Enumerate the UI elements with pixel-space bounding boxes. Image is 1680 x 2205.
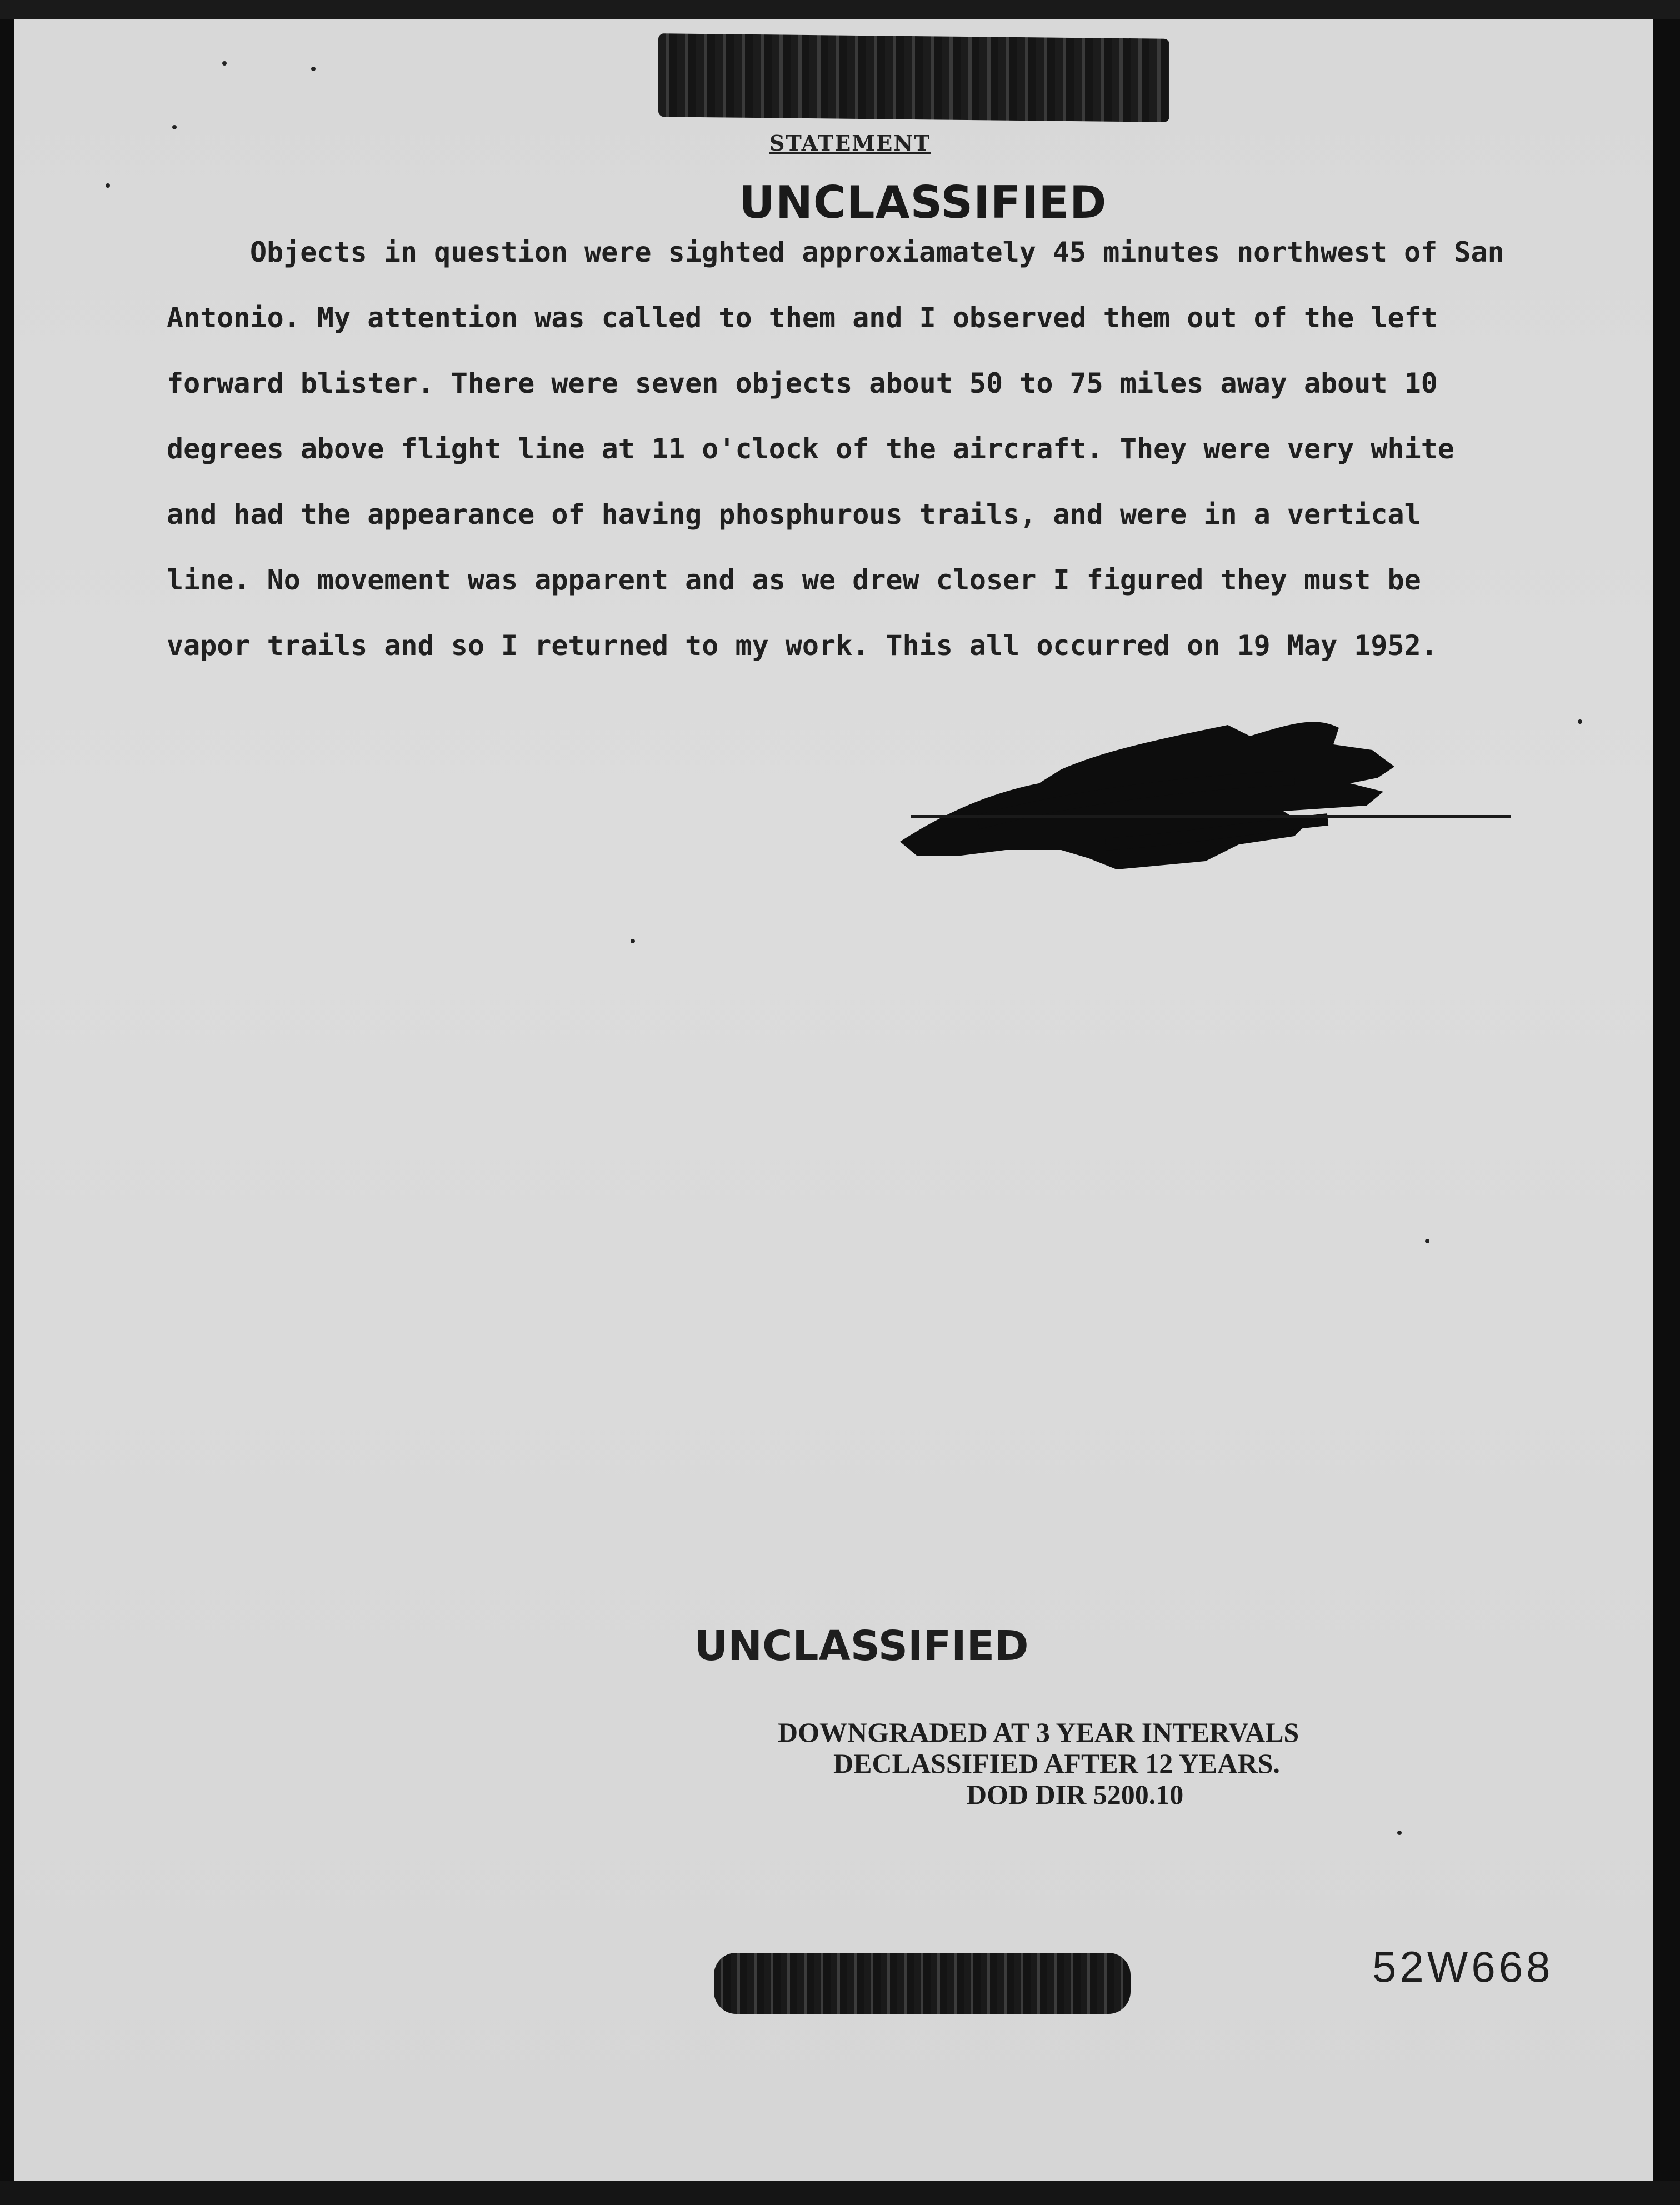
scan-speck [222,61,227,66]
scan-speck [106,183,110,188]
body-line: Antonio. My attention was called to them and I observed them out of the left [167,302,1438,334]
scan-top-border [0,0,1680,19]
statement-body [167,219,1533,678]
redacted-signature [894,717,1450,883]
downgrade-line: DECLASSIFIED AFTER 12 YEARS. [833,1748,1280,1779]
scan-bottom-border [0,2181,1680,2205]
scan-speck [1425,1239,1429,1243]
statement-label: STATEMENT [769,131,931,156]
redacted-classification-stamp-top [658,33,1169,122]
signature-line [911,815,1511,818]
redacted-classification-stamp-bottom [714,1953,1131,2014]
scan-speck [1397,1831,1402,1835]
body-line: vapor trails and so I returned to my work. This all occurred on 19 May 1952. [167,629,1438,662]
classification-stamp-bottom: UNCLASSIFIED [694,1622,1029,1670]
classification-stamp-top: UNCLASSIFIED [739,177,1107,228]
downgrade-stamp [778,1717,1299,1810]
downgrade-line: DOD DIR 5200.10 [967,1779,1184,1810]
body-line: and had the appearance of having phosphurous trails, and were in a vertical [167,498,1421,531]
scan-speck [1578,719,1582,724]
scan-speck [311,67,316,71]
file-number: 52W668 [1372,1942,1554,1991]
body-line: Objects in question were sighted approxiamately 45 minutes northwest of San [250,236,1504,268]
body-line: forward blister. There were seven objects about 50 to 75 miles away about 10 [167,367,1438,399]
scan-speck [172,125,177,129]
body-line: degrees above flight line at 11 o'clock of the aircraft. They were very white [167,433,1454,465]
scan-speck [631,939,635,943]
body-line: line. No movement was apparent and as we drew closer I figured they must be [167,564,1421,596]
downgrade-line: DOWNGRADED AT 3 YEAR INTERVALS [778,1717,1299,1748]
